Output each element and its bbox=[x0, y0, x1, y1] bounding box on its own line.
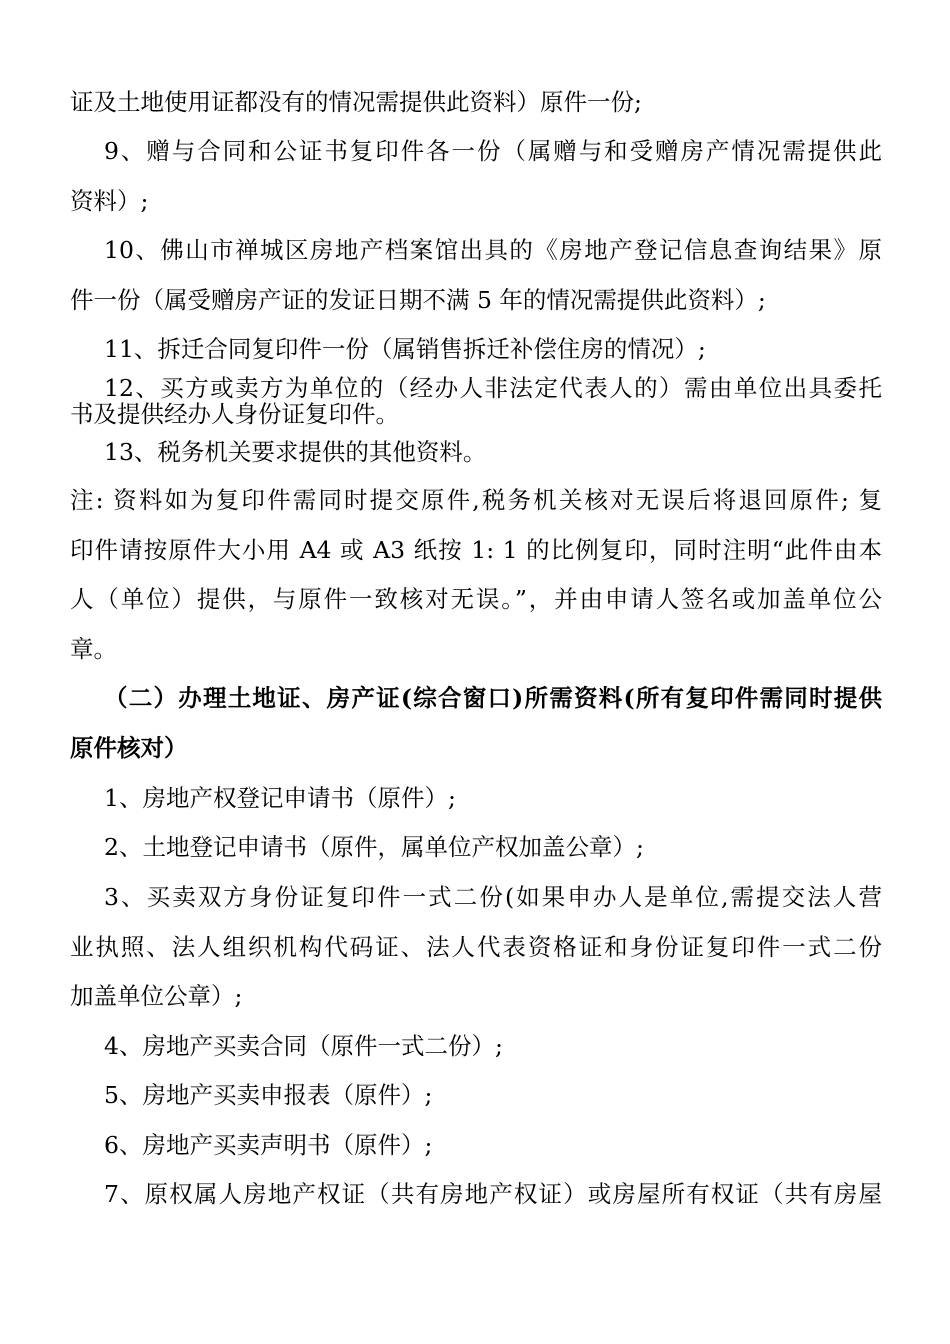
list-item: 2、土地登记申请书（原件，属单位产权加盖公章）; bbox=[104, 833, 644, 861]
text-line: 资料）; bbox=[70, 187, 149, 215]
list-item: 10、佛山市禅城区房地产档案馆出具的《房地产登记信息查询结果》原 bbox=[104, 236, 882, 264]
text-line: 业执照、法人组织机构代码证、法人代表资格证和身份证复印件一式二份 bbox=[70, 933, 882, 961]
list-item: 4、房地产买卖合同（原件一式二份）; bbox=[104, 1032, 503, 1060]
note-line: 注: 资料如为复印件需同时提交原件,税务机关核对无误后将退回原件; 复 bbox=[70, 486, 882, 514]
list-item: 12、买方或卖方为单位的（经办人非法定代表人的）需由单位出具委托 bbox=[104, 374, 882, 402]
list-item: 13、税务机关要求提供的其他资料。 bbox=[104, 438, 487, 466]
list-item: 6、房地产买卖声明书（原件）; bbox=[104, 1131, 433, 1159]
text-line: 件一份（属受赠房产证的发证日期不满 5 年的情况需提供此资料）; bbox=[70, 286, 766, 314]
note-line: 人（单位）提供，与原件一致核对无误。”，并由申请人签名或加盖单位公 bbox=[70, 585, 882, 613]
section-heading: （二）办理土地证、房产证(综合窗口)所需资料(所有复印件需同时提供 bbox=[104, 684, 882, 712]
list-item: 11、拆迁合同复印件一份（属销售拆迁补偿住房的情况）; bbox=[104, 335, 706, 363]
list-item: 7、原权属人房地产权证（共有房地产权证）或房屋所有权证（共有房屋 bbox=[104, 1180, 882, 1208]
text-line: 加盖单位公章）; bbox=[70, 982, 243, 1010]
text-line: 书及提供经办人身份证复印件。 bbox=[70, 400, 399, 428]
list-item: 9、赠与合同和公证书复印件各一份（属赠与和受赠房产情况需提供此 bbox=[104, 137, 882, 165]
list-item: 1、房地产权登记申请书（原件）; bbox=[104, 784, 456, 812]
note-line: 印件请按原件大小用 A4 或 A3 纸按 1: 1 的比例复印，同时注明“此件由本 bbox=[70, 536, 882, 564]
list-item: 3、买卖双方身份证复印件一式二份(如果申办人是单位,需提交法人营 bbox=[104, 883, 882, 911]
text-line: 证及土地使用证都没有的情况需提供此资料）原件一份; bbox=[70, 88, 642, 116]
list-item: 5、房地产买卖申报表（原件）; bbox=[104, 1081, 433, 1109]
note-line: 章。 bbox=[70, 635, 117, 663]
section-heading: 原件核对） bbox=[70, 734, 188, 762]
